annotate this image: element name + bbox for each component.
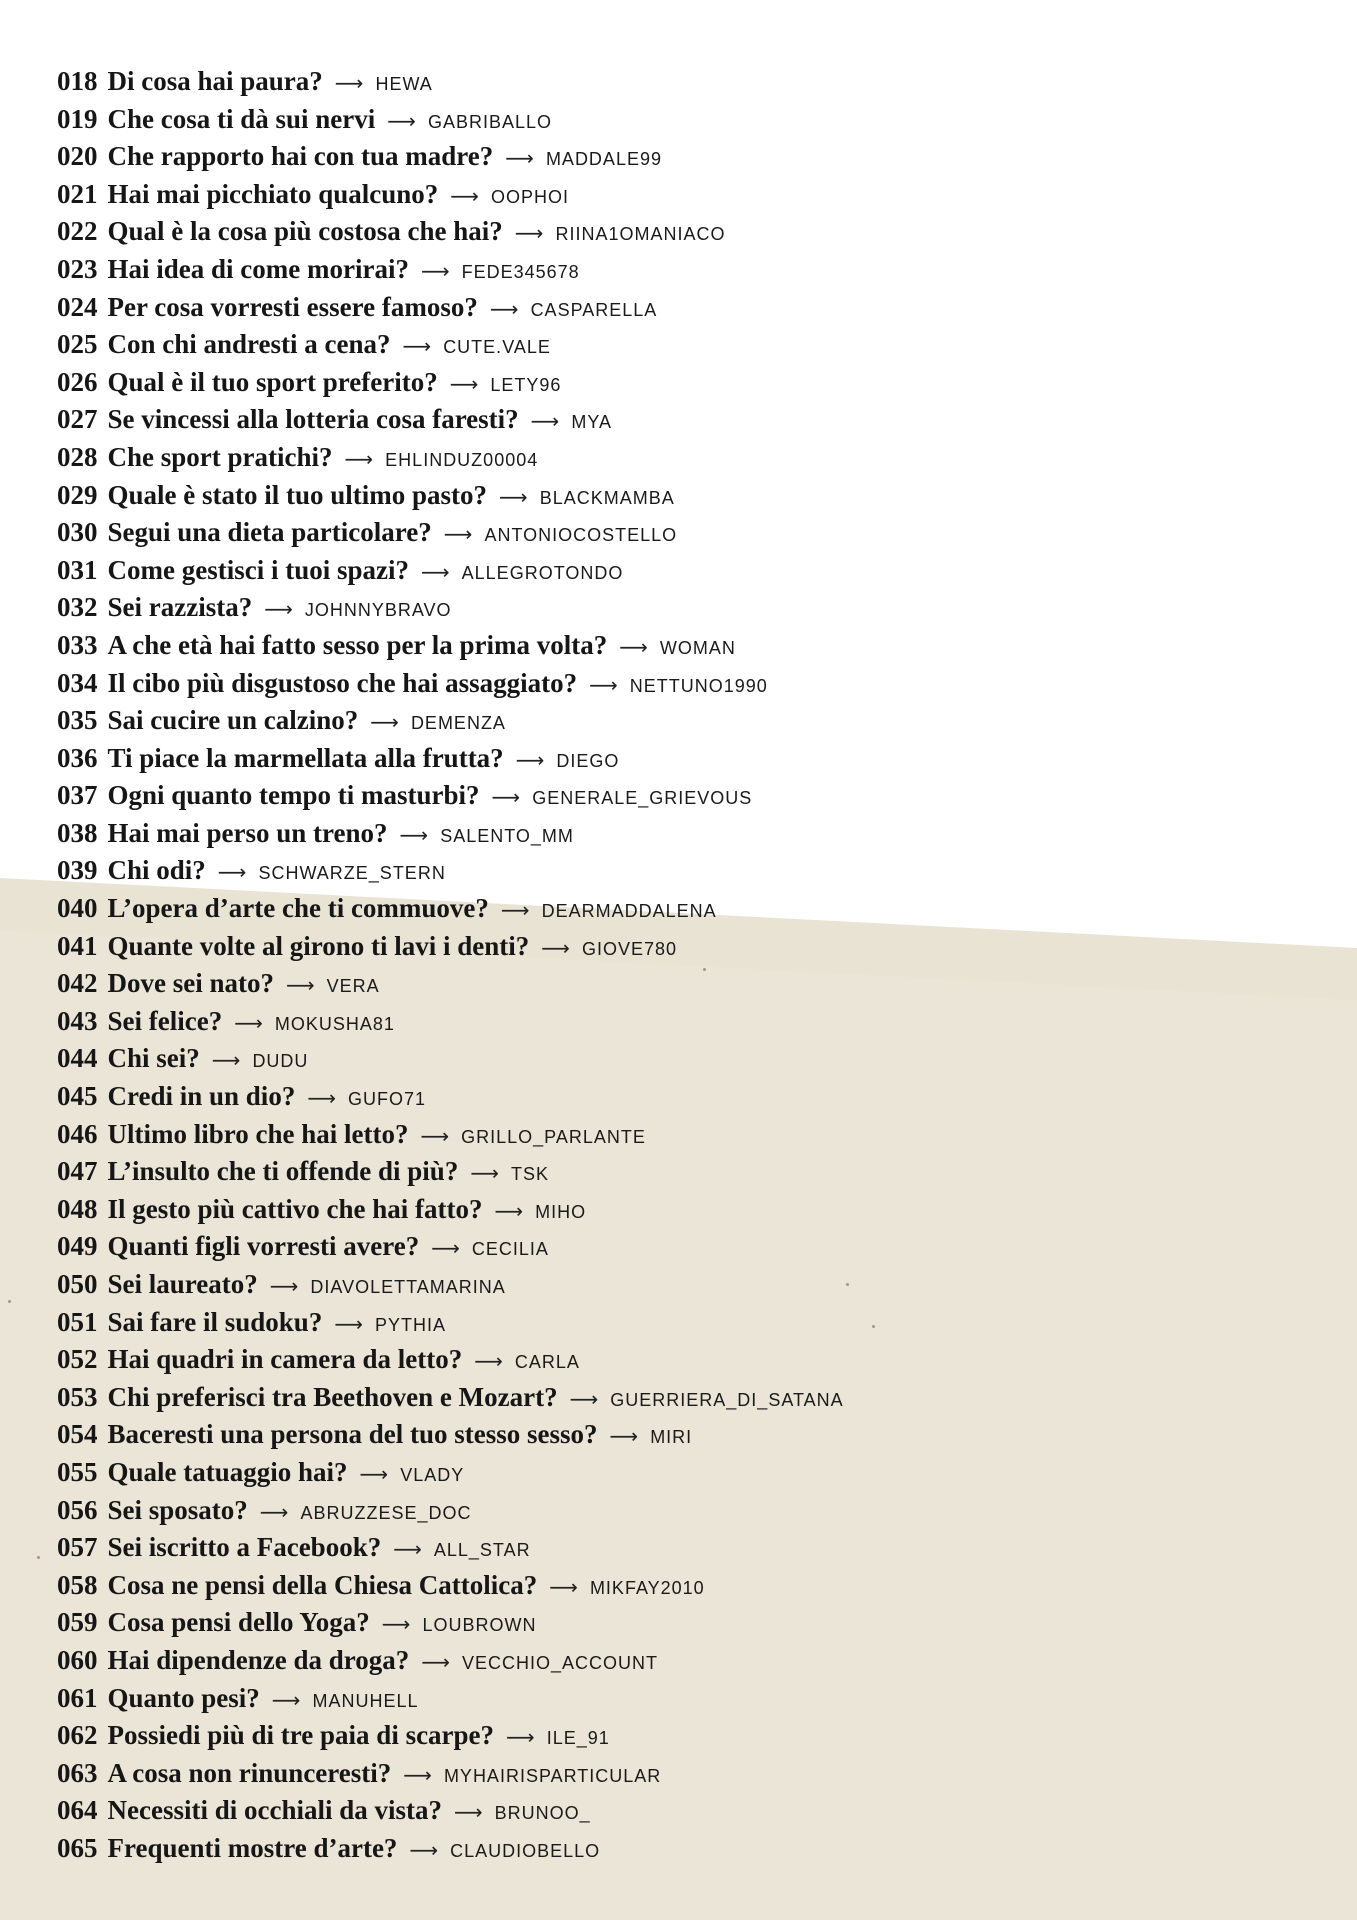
arrow-right-icon: ⟶ <box>470 1161 499 1186</box>
question-row <box>57 1567 844 1605</box>
username: SCHWARZE_STERN <box>258 863 446 884</box>
arrow-right-icon: ⟶ <box>403 1762 432 1787</box>
question-number: 057 <box>57 1532 98 1563</box>
question-row <box>57 401 844 439</box>
question-number: 052 <box>57 1344 98 1375</box>
question-row <box>57 289 844 327</box>
username: TSK <box>511 1164 550 1185</box>
question-text: A che età hai fatto sesso per la prima volta? <box>107 629 608 660</box>
username: MIKFAY2010 <box>589 1577 705 1598</box>
question-number: 036 <box>57 742 98 773</box>
question-row <box>57 1304 844 1342</box>
arrow-right-icon: ⟶ <box>393 1537 422 1562</box>
arrow-right-icon: ⟶ <box>409 1837 439 1862</box>
question-text: Credi in un dio? <box>107 1081 296 1112</box>
question-text: Sei sposato? <box>107 1494 248 1525</box>
question-number: 035 <box>57 705 98 736</box>
username: GENERALE_GRIEVOUS <box>532 788 753 809</box>
question-row <box>57 627 844 665</box>
username: MOKUSHA81 <box>274 1013 395 1034</box>
arrow-right-icon: ⟶ <box>449 371 479 396</box>
question-number: 039 <box>57 855 98 886</box>
arrow-right-icon: ⟶ <box>491 785 521 810</box>
arrow-right-icon: ⟶ <box>541 935 570 960</box>
question-text: Quale è stato il tuo ultimo pasto? <box>107 479 488 510</box>
arrow-right-icon: ⟶ <box>234 1010 263 1035</box>
username: ALLEGROTONDO <box>461 562 624 583</box>
question-text: Quanti figli vorresti avere? <box>107 1231 420 1262</box>
question-text: Sei laureato? <box>107 1269 258 1299</box>
question-row <box>57 1642 844 1680</box>
arrow-right-icon: ⟶ <box>269 1274 299 1298</box>
username: ABRUZZESE_DOC <box>300 1502 472 1523</box>
arrow-right-icon: ⟶ <box>211 1048 241 1073</box>
arrow-right-icon: ⟶ <box>420 258 450 283</box>
username: GABRIBALLO <box>427 111 552 132</box>
question-text: Hai dipendenze da droga? <box>107 1644 410 1675</box>
username: MIRI <box>650 1427 693 1448</box>
username: EHLINDUZ00004 <box>385 449 539 470</box>
question-row <box>57 514 844 552</box>
question-number: 021 <box>57 178 98 209</box>
username: VERA <box>326 976 380 997</box>
username: ALL_STAR <box>433 1540 531 1561</box>
question-text: Necessiti di occhiali da vista? <box>107 1795 442 1826</box>
question-text: Che sport pratichi? <box>107 441 333 472</box>
question-text: L’opera d’arte che ti commuove? <box>107 893 489 924</box>
username: NETTUNO1990 <box>629 675 768 696</box>
arrow-right-icon: ⟶ <box>271 1687 301 1712</box>
question-text: Qual è il tuo sport preferito? <box>107 366 438 397</box>
question-number: 027 <box>57 404 98 435</box>
username: ILE_91 <box>546 1728 610 1749</box>
question-row <box>57 965 844 1003</box>
username: MADDALE99 <box>545 149 662 170</box>
arrow-right-icon: ⟶ <box>549 1574 578 1599</box>
question-row <box>57 1680 844 1718</box>
arrow-right-icon: ⟶ <box>499 484 528 509</box>
username: CASPARELLA <box>530 299 658 320</box>
question-row <box>57 1830 844 1868</box>
question-number: 028 <box>57 441 98 472</box>
question-row <box>57 1228 844 1266</box>
username: DEMENZA <box>410 713 506 734</box>
question-number: 029 <box>57 479 98 510</box>
question-text: Chi sei? <box>107 1043 200 1074</box>
question-row <box>57 1792 844 1830</box>
question-row <box>57 890 844 928</box>
question-text: Quante volte al girono ti lavi i denti? <box>107 930 530 961</box>
question-text: Sai fare il sudoku? <box>107 1306 323 1337</box>
username: WOMAN <box>659 637 736 658</box>
question-text: Come gestisci i tuoi spazi? <box>107 554 409 585</box>
paper-speck <box>37 1556 40 1559</box>
question-text: Che cosa ti dà sui nervi <box>107 103 376 134</box>
question-text: Hai mai perso un treno? <box>107 817 388 848</box>
question-number: 058 <box>57 1569 98 1600</box>
question-number: 031 <box>57 554 98 585</box>
question-number: 044 <box>57 1043 98 1074</box>
question-row <box>57 1604 844 1642</box>
username: GUERRIERA_DI_SATANA <box>610 1389 844 1410</box>
question-row <box>57 1717 844 1755</box>
username: HEWA <box>375 74 433 94</box>
question-row <box>57 1492 844 1530</box>
question-number: 064 <box>57 1795 98 1826</box>
username: DIAVOLETTAMARINA <box>310 1277 506 1297</box>
question-row <box>57 1153 844 1191</box>
question-number: 025 <box>57 329 98 360</box>
question-row <box>57 1379 844 1417</box>
question-text: Di cosa hai paura? <box>107 66 323 96</box>
question-text: Sei razzista? <box>107 592 253 623</box>
question-number: 048 <box>57 1193 98 1224</box>
question-number: 034 <box>57 667 98 698</box>
arrow-right-icon: ⟶ <box>359 1461 389 1486</box>
arrow-right-icon: ⟶ <box>514 221 544 246</box>
username: CECILIA <box>471 1239 549 1260</box>
question-text: Hai quadri in camera da letto? <box>107 1344 463 1375</box>
question-row <box>57 101 844 139</box>
question-text: Cosa pensi dello Yoga? <box>107 1607 370 1638</box>
question-number: 051 <box>57 1306 98 1337</box>
question-text: Hai mai picchiato qualcuno? <box>107 178 439 209</box>
arrow-right-icon: ⟶ <box>474 1349 503 1374</box>
question-text: Possiedi più di tre paia di scarpe? <box>107 1720 495 1751</box>
question-number: 060 <box>57 1644 98 1675</box>
question-text: Il cibo più disgustoso che hai assaggiato? <box>107 667 578 698</box>
question-row <box>57 1116 844 1154</box>
question-row <box>57 852 844 890</box>
question-row <box>57 213 844 251</box>
question-text: A cosa non rinunceresti? <box>107 1757 392 1788</box>
question-text: Cosa ne pensi della Chiesa Cattolica? <box>107 1569 538 1600</box>
arrow-right-icon: ⟶ <box>402 334 432 359</box>
username: CLAUDIOBELLO <box>450 1840 601 1861</box>
question-row <box>57 1341 844 1379</box>
username: GRILLO_PARLANTE <box>461 1126 646 1147</box>
question-number: 049 <box>57 1231 98 1262</box>
arrow-right-icon: ⟶ <box>264 597 293 622</box>
question-row <box>57 1755 844 1793</box>
question-row <box>57 138 844 176</box>
question-text: Chi odi? <box>107 855 206 886</box>
question-number: 026 <box>57 366 98 397</box>
question-number: 024 <box>57 291 98 322</box>
paper-speck <box>846 1283 849 1286</box>
username: DEARMADDALENA <box>541 901 717 922</box>
question-text: Per cosa vorresti essere famoso? <box>107 291 478 322</box>
arrow-right-icon: ⟶ <box>307 1086 336 1111</box>
username: ANTONIOCOSTELLO <box>484 525 678 546</box>
question-text: L’insulto che ti offende di più? <box>107 1156 459 1187</box>
question-number: 033 <box>57 629 98 660</box>
question-number: 022 <box>57 216 98 247</box>
question-row <box>57 1266 844 1304</box>
question-row <box>57 665 844 703</box>
question-text: Ultimo libro che hai letto? <box>107 1118 409 1149</box>
arrow-right-icon: ⟶ <box>489 296 519 321</box>
question-row <box>57 815 844 853</box>
question-text: Il gesto più cattivo che hai fatto? <box>107 1193 483 1224</box>
arrow-right-icon: ⟶ <box>589 672 618 697</box>
question-text: Segui una dieta particolare? <box>107 517 432 548</box>
question-list <box>57 63 844 1868</box>
question-row <box>57 63 844 101</box>
question-number: 059 <box>57 1607 98 1638</box>
question-number: 061 <box>57 1682 98 1713</box>
username: VLADY <box>400 1464 465 1485</box>
arrow-right-icon: ⟶ <box>334 1311 363 1336</box>
question-number: 023 <box>57 253 98 284</box>
username: JOHNNYBRAVO <box>304 600 452 621</box>
arrow-right-icon: ⟶ <box>609 1424 639 1449</box>
arrow-right-icon: ⟶ <box>494 1198 524 1223</box>
question-row <box>57 702 844 740</box>
username: VECCHIO_ACCOUNT <box>461 1652 659 1673</box>
question-text: Sei iscritto a Facebook? <box>107 1532 382 1563</box>
arrow-right-icon: ⟶ <box>569 1386 599 1411</box>
username: CARLA <box>514 1352 580 1373</box>
question-row <box>57 1040 844 1078</box>
question-text: Hai idea di come morirai? <box>107 253 409 284</box>
arrow-right-icon: ⟶ <box>421 1649 450 1674</box>
username: PYTHIA <box>375 1314 447 1335</box>
username: FEDE345678 <box>461 261 580 282</box>
arrow-right-icon: ⟶ <box>285 973 315 998</box>
question-text: Chi preferisci tra Beethoven e Mozart? <box>107 1381 558 1412</box>
username: MANUHELL <box>312 1690 419 1711</box>
username: CUTE.VALE <box>443 337 551 358</box>
question-number: 040 <box>57 893 98 924</box>
question-number: 056 <box>57 1494 98 1525</box>
username: OOPHOI <box>490 186 569 207</box>
question-number: 018 <box>57 66 98 96</box>
username: BRUNOO_ <box>494 1803 591 1824</box>
arrow-right-icon: ⟶ <box>399 822 429 847</box>
arrow-right-icon: ⟶ <box>334 71 364 95</box>
question-row <box>57 552 844 590</box>
question-number: 065 <box>57 1832 98 1863</box>
question-number: 032 <box>57 592 98 623</box>
arrow-right-icon: ⟶ <box>420 559 450 584</box>
arrow-right-icon: ⟶ <box>530 409 560 434</box>
arrow-right-icon: ⟶ <box>387 108 416 133</box>
question-number: 050 <box>57 1269 98 1299</box>
question-text: Con chi andresti a cena? <box>107 329 391 360</box>
arrow-right-icon: ⟶ <box>370 710 399 735</box>
question-row <box>57 1078 844 1116</box>
question-row <box>57 1416 844 1454</box>
question-row <box>57 439 844 477</box>
username: GIOVE780 <box>581 938 677 959</box>
question-text: Sai cucire un calzino? <box>107 705 359 736</box>
arrow-right-icon: ⟶ <box>381 1612 411 1637</box>
question-row <box>57 589 844 627</box>
paper-speck <box>8 1300 11 1303</box>
arrow-right-icon: ⟶ <box>259 1499 289 1524</box>
question-number: 038 <box>57 817 98 848</box>
question-number: 062 <box>57 1720 98 1751</box>
question-number: 042 <box>57 968 98 999</box>
arrow-right-icon: ⟶ <box>515 747 545 772</box>
question-number: 053 <box>57 1381 98 1412</box>
question-text: Quanto pesi? <box>107 1682 260 1713</box>
question-number: 047 <box>57 1156 98 1187</box>
question-row <box>57 777 844 815</box>
arrow-right-icon: ⟶ <box>443 522 473 547</box>
question-row <box>57 364 844 402</box>
arrow-right-icon: ⟶ <box>217 860 247 885</box>
question-row <box>57 1191 844 1229</box>
question-text: Quale tatuaggio hai? <box>107 1456 348 1487</box>
question-row <box>57 477 844 515</box>
username: MYA <box>571 412 613 433</box>
arrow-right-icon: ⟶ <box>500 898 530 923</box>
arrow-right-icon: ⟶ <box>453 1800 483 1825</box>
paper-speck <box>872 1325 875 1328</box>
question-row <box>57 176 844 214</box>
question-row <box>57 1003 844 1041</box>
question-text: Ti piace la marmellata alla frutta? <box>107 742 504 773</box>
question-row <box>57 1454 844 1492</box>
question-number: 041 <box>57 930 98 961</box>
username: LOUBROWN <box>422 1615 537 1636</box>
question-number: 019 <box>57 103 98 134</box>
question-text: Frequenti mostre d’arte? <box>107 1832 398 1863</box>
question-row <box>57 928 844 966</box>
username: MIHO <box>535 1201 587 1222</box>
question-text: Ogni quanto tempo ti masturbi? <box>107 780 480 811</box>
question-text: Se vincessi alla lotteria cosa faresti? <box>107 404 519 435</box>
arrow-right-icon: ⟶ <box>420 1123 450 1148</box>
username: RIINA1OMANIACO <box>555 224 726 245</box>
question-number: 030 <box>57 517 98 548</box>
username: MYHAIRISPARTICULAR <box>443 1765 662 1786</box>
question-row <box>57 1529 844 1567</box>
question-row <box>57 251 844 289</box>
username: DUDU <box>252 1051 309 1072</box>
arrow-right-icon: ⟶ <box>344 446 374 471</box>
question-number: 045 <box>57 1081 98 1112</box>
question-number: 043 <box>57 1005 98 1036</box>
arrow-right-icon: ⟶ <box>506 1725 535 1750</box>
question-number: 020 <box>57 141 98 172</box>
question-text: Baceresti una persona del tuo stesso sesso? <box>107 1419 598 1450</box>
question-number: 063 <box>57 1757 98 1788</box>
question-text: Qual è la cosa più costosa che hai? <box>107 216 503 247</box>
arrow-right-icon: ⟶ <box>450 183 479 208</box>
arrow-right-icon: ⟶ <box>431 1236 460 1261</box>
question-text: Che rapporto hai con tua madre? <box>107 141 494 172</box>
question-number: 054 <box>57 1419 98 1450</box>
question-text: Sei felice? <box>107 1005 223 1036</box>
username: BLACKMAMBA <box>539 487 675 508</box>
question-row <box>57 326 844 364</box>
username: LETY96 <box>490 374 562 395</box>
question-row <box>57 740 844 778</box>
arrow-right-icon: ⟶ <box>619 634 648 659</box>
username: SALENTO_MM <box>440 825 574 846</box>
username: GUFO71 <box>348 1089 427 1110</box>
question-number: 046 <box>57 1118 98 1149</box>
question-number: 055 <box>57 1456 98 1487</box>
question-number: 037 <box>57 780 98 811</box>
arrow-right-icon: ⟶ <box>505 146 534 171</box>
question-text: Dove sei nato? <box>107 968 274 999</box>
username: DIEGO <box>556 750 620 771</box>
